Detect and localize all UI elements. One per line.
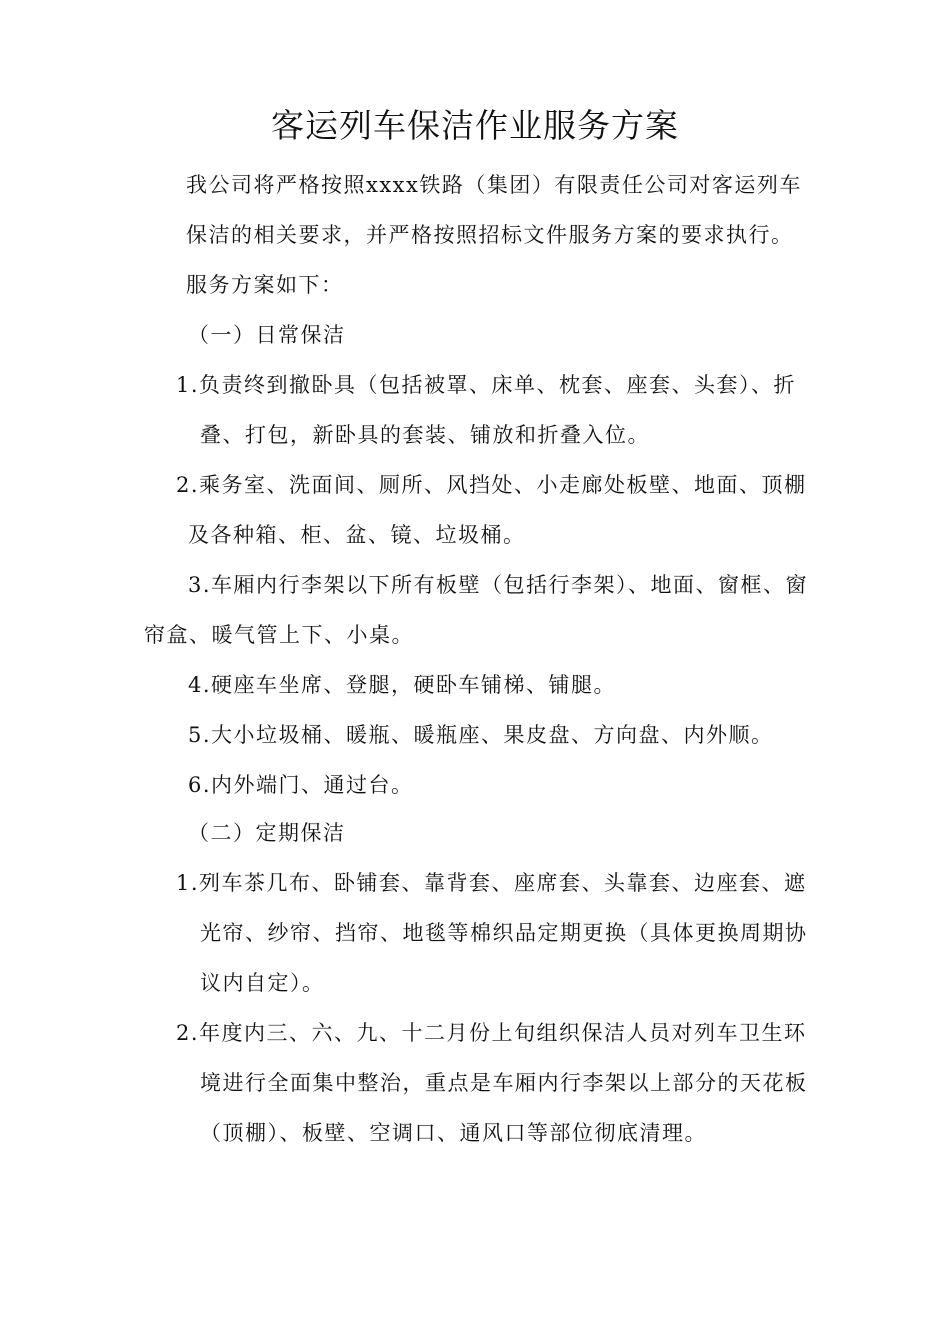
section-2-heading: （二）定期保洁 bbox=[188, 821, 346, 845]
section-1-item-3-line-2: 帘盒、暖气管上下、小桌。 bbox=[144, 623, 414, 647]
section-2-item-1-line-3: 议内自定）。 bbox=[200, 971, 325, 995]
section-1-item-1-line-2: 叠、打包，新卧具的套装、铺放和折叠入位。 bbox=[200, 423, 650, 447]
document-title: 客运列车保洁作业服务方案 bbox=[271, 106, 679, 145]
section-1-item-2-line-2: 及各种箱、柜、盆、镜、垃圾桶。 bbox=[188, 523, 526, 547]
intro-line-1: 我公司将严格按照xxxx铁路（集团）有限责任公司对客运列车 bbox=[186, 173, 802, 197]
section-1-item-5: 5.大小垃圾桶、暖瓶、暖瓶座、果皮盘、方向盘、内外顺。 bbox=[188, 723, 774, 747]
section-1-item-4: 4.硬座车坐席、登腿，硬卧车铺梯、铺腿。 bbox=[188, 673, 617, 697]
section-2-item-2-line-1: 2.年度内三、六、九、十二月份上旬组织保洁人员对列车卫生环 bbox=[176, 1021, 807, 1045]
section-1-item-3-line-1: 3.车厢内行李架以下所有板壁（包括行李架）、地面、窗框、窗 bbox=[188, 573, 809, 597]
section-2-item-1-line-2: 光帘、纱帘、挡帘、地毯等棉织品定期更换（具体更换周期协 bbox=[200, 921, 808, 945]
section-2-item-2-line-3: （顶棚）、板壁、空调口、通风口等部位彻底清理。 bbox=[200, 1121, 707, 1145]
intro-line-3: 服务方案如下： bbox=[186, 273, 344, 297]
section-1-heading: （一）日常保洁 bbox=[188, 323, 346, 347]
intro-line-2: 保洁的相关要求，并严格按照招标文件服务方案的要求执行。 bbox=[186, 223, 794, 247]
section-2-item-1-line-1: 1.列车茶几布、卧铺套、靠背套、座席套、头靠套、边座套、遮 bbox=[176, 871, 807, 895]
section-2-item-2-line-2: 境进行全面集中整治，重点是车厢内行李架以上部分的天花板 bbox=[200, 1071, 808, 1095]
section-1-item-6: 6.内外端门、通过台。 bbox=[188, 773, 414, 797]
section-1-item-1-line-1: 1.负责终到撤卧具（包括被罩、床单、枕套、座套、头套）、折 bbox=[176, 373, 797, 397]
section-1-item-2-line-1: 2.乘务室、洗面间、厕所、风挡处、小走廊处板壁、地面、顶棚 bbox=[176, 473, 807, 497]
